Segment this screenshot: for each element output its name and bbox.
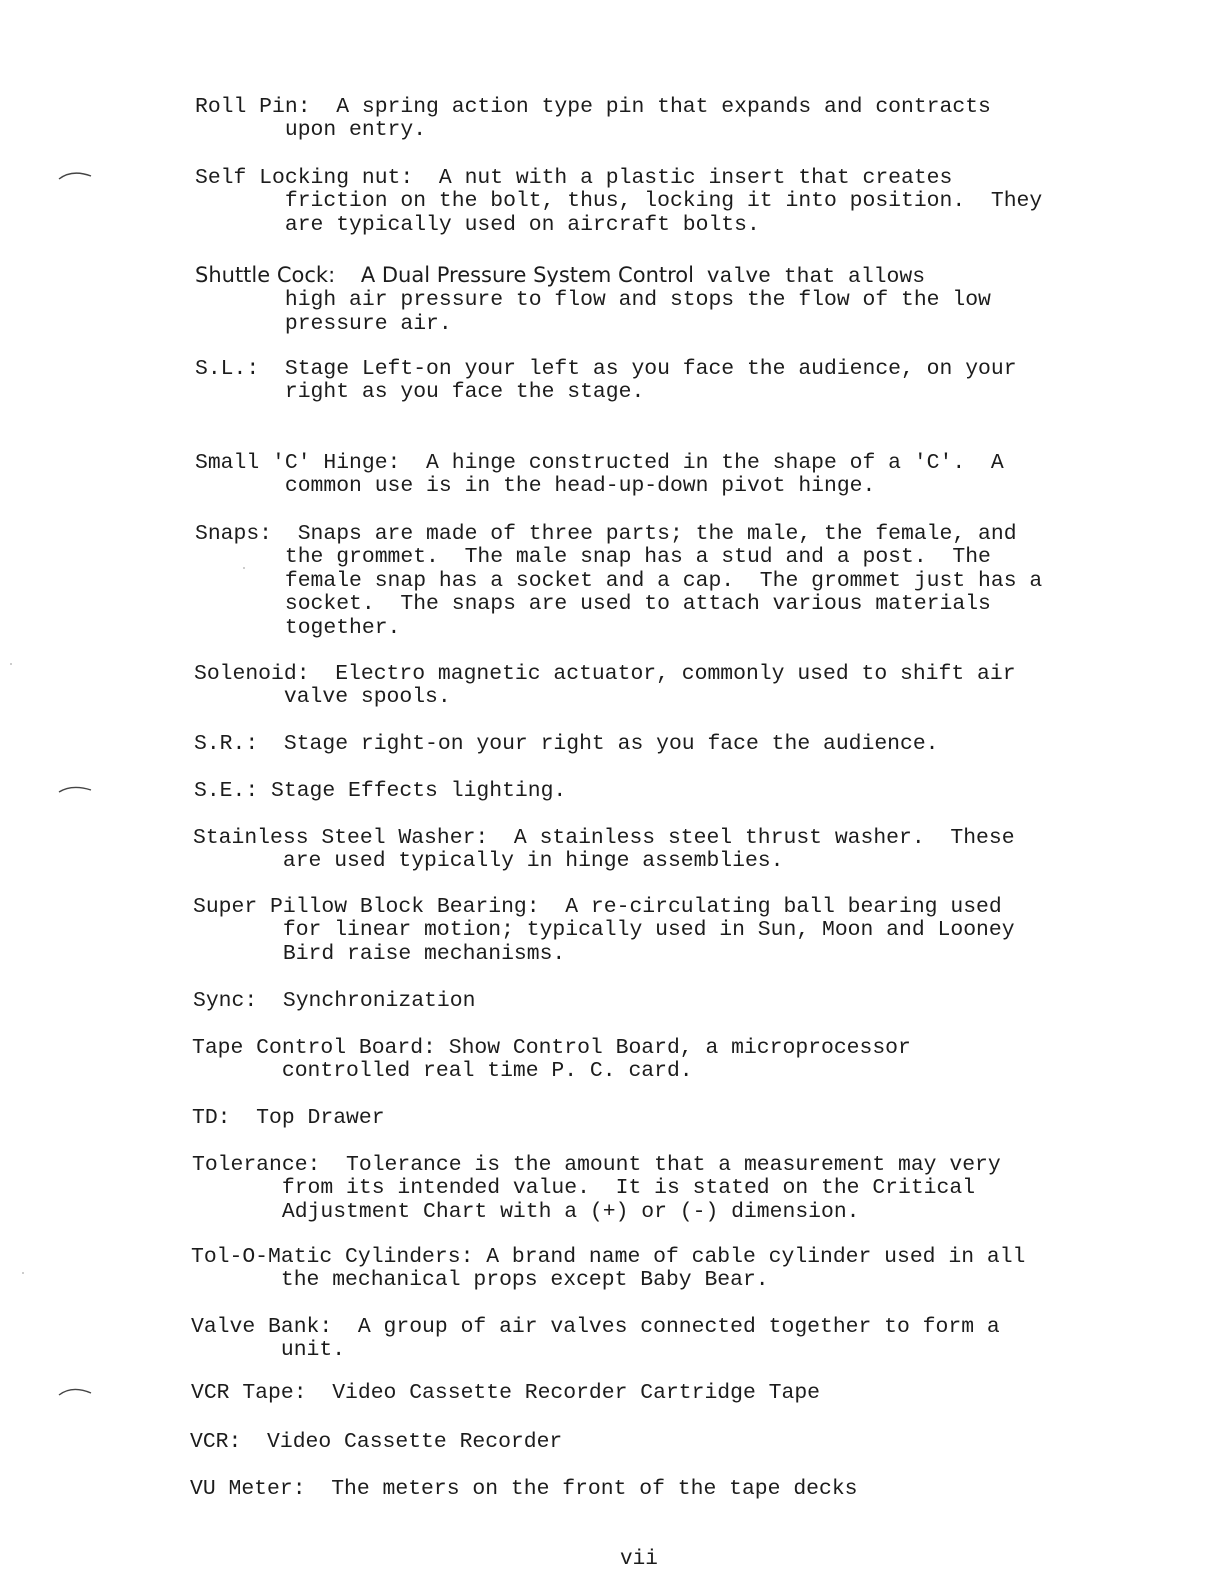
hole-mark-icon [58,782,92,796]
glossary-entry-solenoid: Solenoid: Electro magnetic actuator, commonly used to shift air valve spools. [194,662,1016,710]
entry-term: Shuttle Cock: [195,263,336,287]
speck [22,1272,24,1274]
glossary-entry-stage-right: S.R.: Stage right-on your right as you face the audience. [194,732,939,756]
glossary-entry-vcr-tape: VCR Tape: Video Cassette Recorder Cartridge Tape [191,1381,820,1405]
glossary-entry-stainless-steel-washer: Stainless Steel Washer: A stainless steel thrust washer. These are used typically in hinge assemblies. [193,826,1015,874]
glossary-entry-valve-bank: Valve Bank: A group of air valves connected together to form a unit. [191,1315,1000,1363]
glossary-entry-tape-control-board: Tape Control Board: Show Control Board, a microprocessor controlled real time P. C. card. [192,1036,911,1084]
glossary-entry-tol-o-matic: Tol-O-Matic Cylinders: A brand name of cable cylinder used in all the mechanical props except Baby Bear. [191,1245,1026,1293]
glossary-entry-stage-left: S.L.: Stage Left-on your left as you face the audience, on your right as you face the stage. [195,357,1017,405]
page-number: vii [620,1548,658,1571]
glossary-entry-tolerance: Tolerance: Tolerance is the amount that a measurement may very from its intended value. It is stated on the Critical Adjustment Chart with a (+) or (-) dimension. [192,1153,1001,1224]
glossary-entry-roll-pin: Roll Pin: A spring action type pin that expands and contracts upon entry. [195,95,991,143]
entry-definition-head: A Dual Pressure System Control [360,263,694,287]
hole-mark-icon [58,168,92,182]
glossary-entry-vcr: VCR: Video Cassette Recorder [190,1430,563,1454]
glossary-entry-vu-meter: VU Meter: The meters on the front of the tape decks [190,1477,858,1501]
glossary-entry-small-c-hinge: Small 'C' Hinge: A hinge constructed in the shape of a 'C'. A common use is in the head-up-down pivot hinge. [195,451,1004,499]
glossary-entry-td: TD: Top Drawer [192,1106,385,1130]
glossary-entry-super-pillow-block-bearing: Super Pillow Block Bearing: A re-circulating ball bearing used for linear motion; typically used in Sun, Moon and Looney Bird raise mechanisms. [193,895,1015,966]
hole-mark-icon [58,1384,92,1398]
glossary-entry-snaps: Snaps: Snaps are made of three parts; the male, the female, and the grommet. The male snap has a stud and a post. The female snap has a socket and a cap. The grommet just has a socket. The snaps are used to attach various materials together. [195,522,1043,640]
speck [10,663,12,665]
glossary-entry-sync: Sync: Synchronization [193,989,476,1013]
glossary-entry-stage-effects: S.E.: Stage Effects lighting. [194,779,567,803]
glossary-entry-shuttle-cock: Shuttle Cock: A Dual Pressure System Control valve that allows high air pressure to flow and stops the flow of the low pressure air. [195,263,991,336]
glossary-entry-self-locking-nut: Self Locking nut: A nut with a plastic insert that creates friction on the bolt, thus, locking it into position. They are typically used on aircraft bolts. [195,166,1043,237]
